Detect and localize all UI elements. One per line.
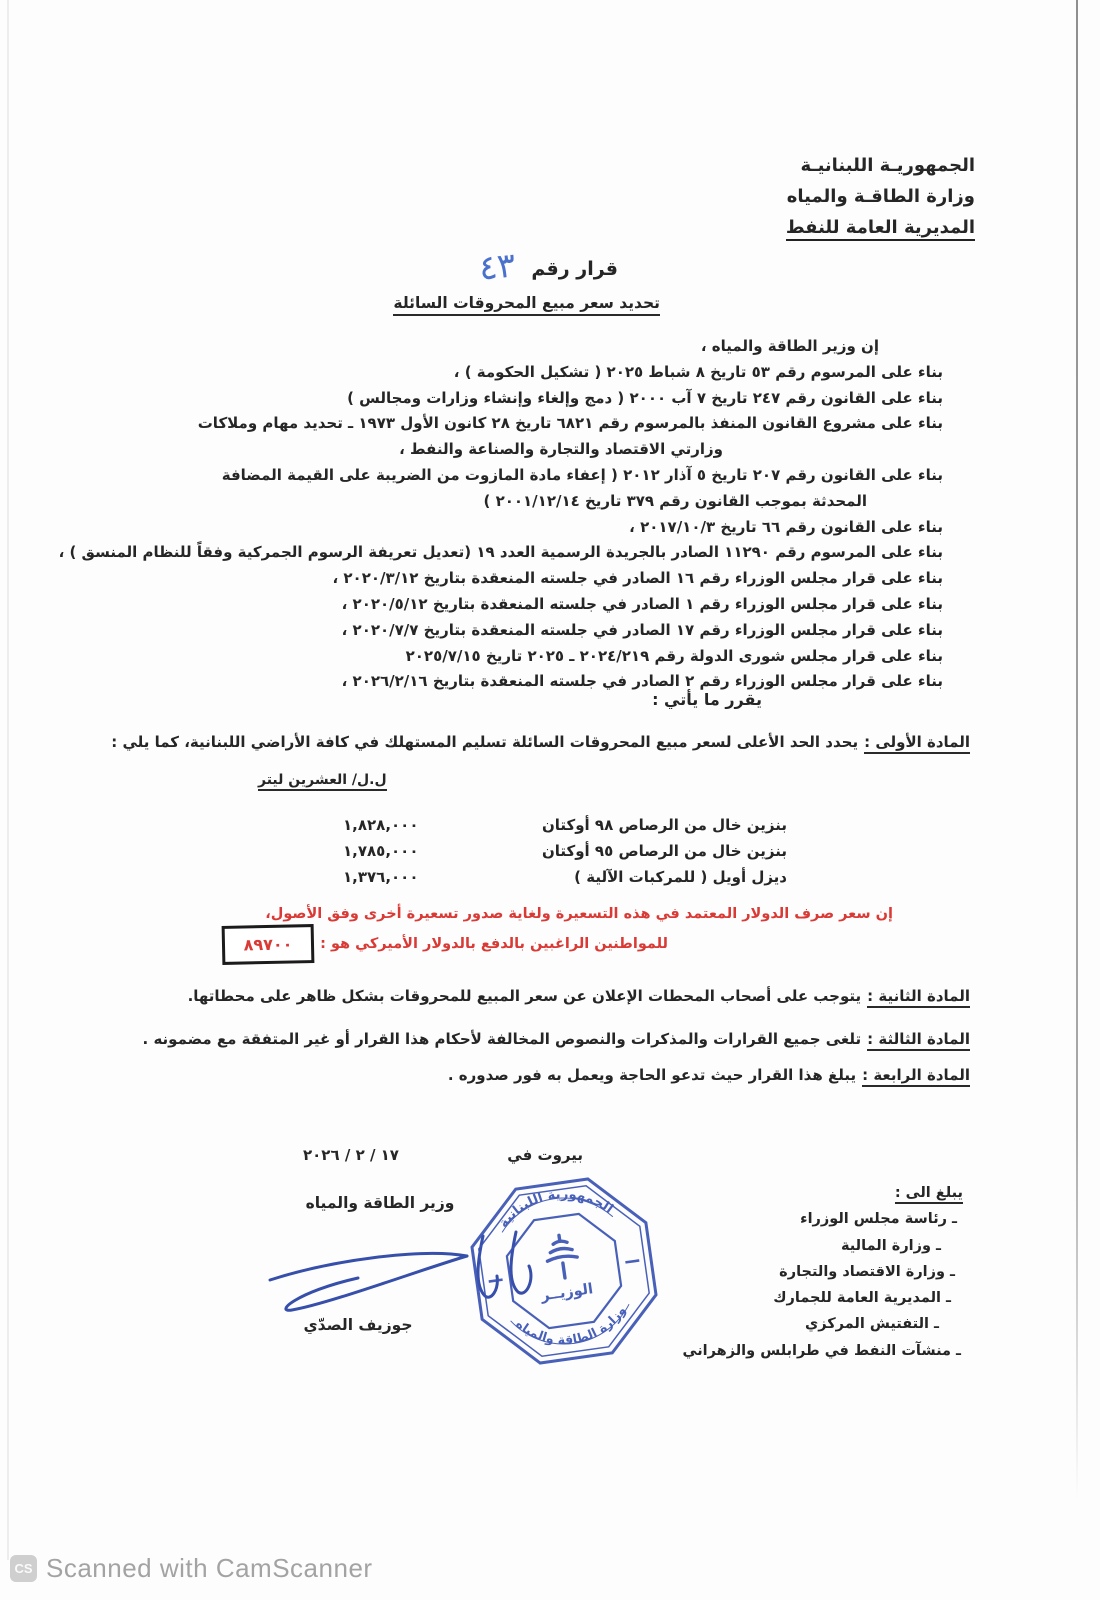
distribution-list [683, 1180, 963, 1364]
distribution-item: ـ وزارة المالية [840, 1237, 941, 1254]
minister-name: جوزيف الصدّي [303, 1316, 413, 1334]
exchange-rate-box [222, 924, 315, 965]
stamp-center-text: الوزيــر [540, 1281, 595, 1305]
preamble-line: وزارتي الاقتصاد والتجارة والصناعة والنفط ، [399, 440, 723, 459]
article-1-label: المادة الأولى : [864, 733, 970, 754]
article-3-label: المادة الثالثة : [867, 1030, 970, 1051]
exchange-note-line2: للمواطنين الراغبين بالدفع بالدولار الأميركي هو : [320, 936, 668, 952]
distribution-item: ـ المديرية العامة للجمارك [773, 1290, 951, 1307]
price-row [343, 838, 787, 864]
letterhead-republic: الجمهوريـة اللبنانيـة [800, 155, 975, 176]
decree-number-handwritten: ٤٣ [476, 245, 518, 289]
decree-subtitle: تحديد سعر مبيع المحروقات السائلة [393, 294, 660, 316]
preamble-line: بناء على قرار مجلس الوزراء رقم ٢ الصادر في جلسته المنعقدة بتاريخ ٢٠٢٦/٢/١٦ ، [341, 672, 943, 691]
preamble-line: إن وزير الطاقة والمياه ، [700, 337, 879, 355]
article-4-label: المادة الرابعة : [862, 1066, 970, 1087]
minister-title: وزير الطاقة والمياه [305, 1194, 455, 1212]
fuel-label: ديزل أويل ( للمركبات الآلية ) [574, 868, 787, 886]
article-4-text: يبلغ هذا القرار حيث تدعو الحاجة ويعمل به فور صدوره . [447, 1066, 857, 1084]
preamble-line: المحدثة بموجب القانون رقم ٣٧٩ تاريخ ٢٠٠١/١٢/١٤ ) [483, 491, 867, 510]
issuance-date: ١٧ / ٢ / ٢٠٢٦ [303, 1146, 399, 1164]
preamble-line: بناء على قرار مجلس الوزراء رقم ١٧ الصادر في جلسته المنعقدة بتاريخ ٢٠٢٠/٧/٧ ، [341, 620, 943, 639]
fuel-price: ١,٣٧٦,٠٠٠ [343, 868, 419, 886]
price-row [343, 864, 787, 890]
fuel-price: ١,٨٢٨,٠٠٠ [343, 816, 419, 834]
preamble [59, 334, 943, 695]
fuel-price: ١,٧٨٥,٠٠٠ [343, 842, 419, 860]
scan-edge-left [7, 0, 9, 1560]
article-3 [143, 1030, 970, 1048]
stamp-ring-top-text: الجمهورية اللبنانية [496, 1187, 616, 1231]
camscanner-watermark-text: Scanned with CamScanner [46, 1553, 373, 1583]
issuance-line [303, 1146, 583, 1164]
article-1-text: يحدد الحد الأعلى لسعر مبيع المحروقات السائلة تسليم المستهلك في كافة الأراضي اللبنانية، كما يلي : [111, 733, 859, 751]
preamble-line: بناء على قرار مجلس الوزراء رقم ١ الصادر في جلسته المنعقدة بتاريخ ٢٠٢٠/٥/١٢ ، [341, 594, 943, 613]
distribution-item: ـ وزارة الاقتصاد والتجارة [779, 1263, 955, 1280]
preamble-line: بناء على المرسوم رقم ٥٣ تاريخ ٨ شباط ٢٠٢٥ ( تشكيل الحكومة ) ، [453, 362, 943, 381]
article-1 [111, 733, 970, 751]
preamble-line: بناء على المرسوم رقم ١١٢٩٠ الصادر بالجريدة الرسمية العدد ١٩ (تعديل تعريفة الرسوم الجمركية وفقاً للنظام المنسق ) ، [58, 543, 943, 562]
cedar-tree-icon [544, 1233, 580, 1280]
distribution-item: ـ منشآت النفط في طرابلس والزهراني [682, 1342, 961, 1359]
exchange-note-line1: إن سعر صرف الدولار المعتمد في هذه التسعيرة ولغاية صدور تسعيرة أخرى وفق الأصول، [265, 906, 893, 922]
price-row [343, 812, 787, 838]
preamble-line: بناء على مشروع القانون المنفذ بالمرسوم رقم ٦٨٢١ تاريخ ٢٨ كانون الأول ١٩٧٣ ـ تحديد مهام وملاكات [197, 414, 943, 433]
exchange-rate-value: ٨٩٧٠٠ [243, 934, 293, 955]
distribution-item: ـ التفتيش المركزي [804, 1316, 939, 1333]
decree-title-label: قرار رقم [531, 258, 618, 280]
article-2-text: يتوجب على أصحاب المحطات الإعلان عن سعر المبيع للمحروقات بشكل ظاهر على محطاتها. [187, 987, 862, 1005]
decree-title [476, 245, 618, 289]
scan-edge-right [1076, 0, 1078, 1500]
issuance-place: بيروت في [507, 1146, 583, 1164]
letterhead-ministry: وزارة الطاقـة والمياه [786, 186, 975, 207]
article-2 [188, 987, 970, 1005]
preamble-line: بناء على القانون رقم ٢٠٧ تاريخ ٥ آذار ٢٠١٢ ( إعفاء مادة المازوت من الضريبة على القيمة المضافة [221, 465, 943, 484]
exchange-rate-note [265, 899, 893, 959]
distribution-item: ـ رئاسة مجلس الوزراء [800, 1211, 957, 1228]
price-unit-header: ل.ل/ العشرين ليتر [258, 772, 387, 791]
fuel-label: بنزين خال من الرصاص ٩٥ أوكتان [541, 842, 787, 860]
camscanner-footer [10, 1553, 373, 1584]
camscanner-icon: CS [10, 1555, 37, 1582]
article-2-label: المادة الثانية : [867, 987, 970, 1008]
letterhead [786, 150, 975, 243]
ministry-stamp [464, 1171, 664, 1371]
preamble-line: بناء على القانون رقم ٢٤٧ تاريخ ٧ آب ٢٠٠٠ ( دمج وإلغاء وإنشاء وزارات ومجالس ) [347, 388, 943, 407]
preamble-line: بناء على قرار مجلس الوزراء رقم ١٦ الصادر في جلسته المنعقدة بتاريخ ٢٠٢٠/٣/١٢ ، [332, 569, 943, 588]
preamble-line: بناء على القانون رقم ٦٦ تاريخ ٢٠١٧/١٠/٣ ، [629, 517, 943, 536]
article-4 [448, 1066, 970, 1084]
letterhead-directorate: المديرية العامة للنفط [786, 212, 975, 243]
article-3-text: تلغى جميع القرارات والمذكرات والنصوص المخالفة لأحكام هذا القرار أو غير المتفقة مع مضمونه . [142, 1030, 862, 1048]
decree-intro: يقرر ما يأتي : [652, 690, 762, 709]
price-table [343, 812, 787, 890]
stamp-ring-bottom-text: وزارة الطاقة والمياه [513, 1302, 629, 1348]
preamble-line: بناء على قرار مجلس شورى الدولة رقم ٢٠٢٤/٢١٩ ـ ٢٠٢٥ تاريخ ٢٠٢٥/٧/١٥ [405, 646, 943, 665]
distribution-heading: يبلغ الى : [683, 1180, 963, 1206]
fuel-label: بنزين خال من الرصاص ٩٨ أوكتان [541, 816, 787, 834]
